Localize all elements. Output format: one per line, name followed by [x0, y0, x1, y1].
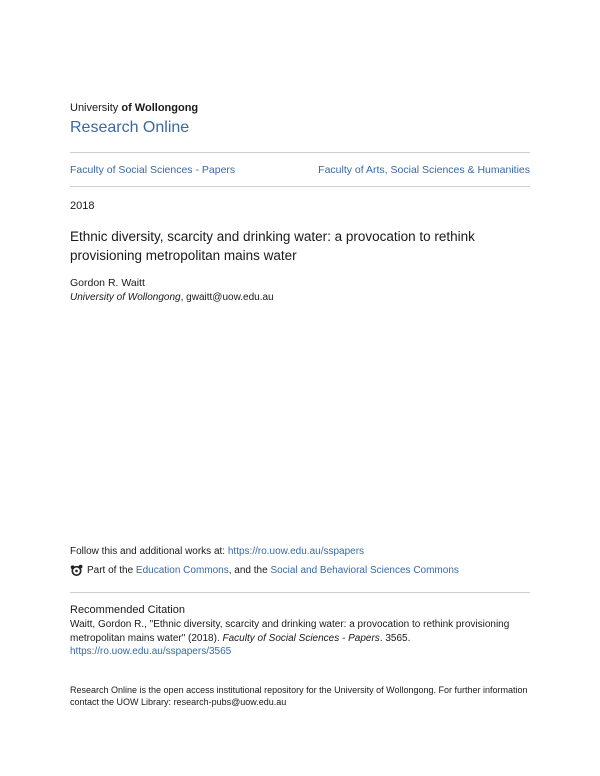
- author-affiliation: University of Wollongong, gwaitt@uow.edu.au: [70, 292, 274, 303]
- citation-url-link[interactable]: https://ro.uow.edu.au/sspapers/3565: [70, 646, 232, 657]
- faculty-arts-link[interactable]: Faculty of Arts, Social Sciences & Humanities: [318, 164, 530, 176]
- author-email: gwaitt@uow.edu.au: [186, 292, 274, 303]
- citation-journal: Faculty of Social Sciences - Papers: [222, 632, 380, 644]
- divider-top: [70, 152, 530, 153]
- publication-year: 2018: [70, 200, 95, 212]
- paper-title: Ethnic diversity, scarcity and drinking water: a provocation to rethink provisioning metropolitan mains water: [70, 229, 475, 263]
- education-commons-link[interactable]: Education Commons: [135, 565, 229, 576]
- part-of-commons: Part of the Education Commons , and the Social and Behavioral Sciences Commons: [70, 564, 459, 577]
- commons-network-icon: [70, 564, 83, 577]
- author-name: Gordon R. Waitt: [70, 277, 145, 289]
- library-email: research-pubs@uow.edu.au: [173, 697, 287, 707]
- follow-url-link[interactable]: https://ro.uow.edu.au/sspapers: [227, 546, 365, 557]
- research-online-link[interactable]: Research Online: [70, 119, 190, 136]
- faculty-social-sciences-link[interactable]: Faculty of Social Sciences - Papers: [70, 164, 236, 176]
- follow-works: Follow this and additional works at: https://ro.uow.edu.au/sspapers: [70, 546, 365, 557]
- divider-citation: [70, 592, 530, 593]
- citation-heading: Recommended Citation: [70, 604, 185, 616]
- citation-text: Waitt, Gordon R., "Ethnic diversity, scarcity and drinking water: a provocation to rethink provisioning metropolitan mains water" (2018). Faculty of Social Sciences - Papers. 3565. https://ro.uow.edu.au/sspapers/3565: [70, 619, 510, 657]
- social-behavioral-commons-link[interactable]: Social and Behavioral Sciences Commons: [270, 565, 459, 576]
- university-name: University of Wollongong: [70, 102, 199, 114]
- divider-faculties: [70, 186, 530, 187]
- repository-footer: Research Online is the open access institutional repository for the University of Wollongong. For further information contact the UOW Library: research-pubs@uow.edu.au: [70, 685, 528, 707]
